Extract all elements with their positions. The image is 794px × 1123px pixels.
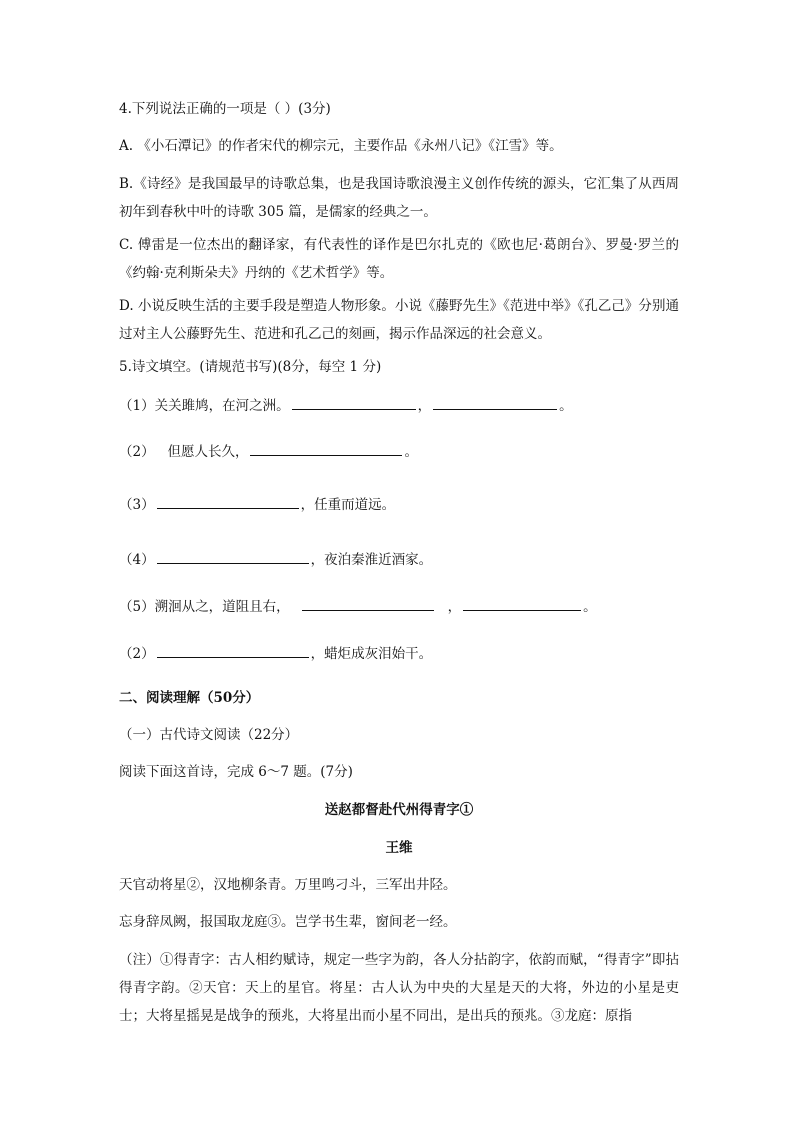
fill-item-1-comma: ， [417, 398, 432, 414]
fill-item-6-prefix: （2） [119, 646, 155, 662]
fill-item-2 [119, 441, 679, 462]
fill-item-2-prefix: （2） 但愿人长久， [119, 444, 249, 460]
question-4-option-c: C. 傅雷是一位杰出的翻译家，有代表性的译作是巴尔扎克的《欧也尼·葛朗台》、罗曼·罗兰的《约翰·克利斯朵夫》丹纳的《艺术哲学》等。 [119, 237, 679, 281]
fill-item-4 [119, 549, 679, 570]
section-2-heading: 二、阅读理解（50分） [119, 690, 260, 706]
fill-item-3-end: ，任重而道远。 [300, 497, 396, 513]
answer-blank[interactable] [157, 494, 299, 509]
fill-item-1-end: 。 [559, 398, 573, 414]
fill-item-2-end: 。 [404, 444, 418, 460]
reading-instruction: 阅读下面这首诗，完成 6～7 题。(7分) [119, 764, 353, 780]
answer-blank[interactable] [302, 596, 434, 611]
fill-item-1 [119, 395, 679, 416]
fill-item-3 [119, 494, 679, 515]
poem-line-1: 天官动将星②，汉地柳条青。万里鸣刁斗，三军出井陉。 [119, 877, 457, 893]
poem-author: 王维 [385, 840, 413, 856]
answer-blank[interactable] [292, 395, 416, 410]
fill-item-6 [119, 643, 679, 664]
fill-item-5 [119, 596, 679, 617]
question-4-stem: 4.下列说法正确的一项是（ ）(3分) [119, 101, 331, 117]
question-5-stem: 5.诗文填空。(请规范书写)(8分，每空 1 分) [119, 359, 382, 375]
section-2-subheading: （一）古代诗文阅读（22分） [119, 727, 299, 743]
poem-line-2: 忘身辞凤阙，报国取龙庭③。岂学书生辈，窗间老一经。 [119, 914, 457, 930]
question-4-option-b: B.《诗经》是我国最早的诗歌总集，也是我国诗歌浪漫主义创作传统的源头，它汇集了从西周初年到春秋中叶的诗歌 305 篇，是儒家的经典之一。 [119, 176, 679, 220]
poem-title: 送赵都督赴代州得青字① [324, 802, 474, 818]
fill-item-4-prefix: （4） [119, 552, 155, 568]
answer-blank[interactable] [157, 549, 309, 564]
answer-blank[interactable] [433, 395, 557, 410]
answer-blank[interactable] [463, 596, 581, 611]
fill-item-6-end: ，蜡炬成灰泪始干。 [310, 646, 433, 662]
answer-blank[interactable] [157, 643, 309, 658]
fill-item-4-end: ，夜泊秦淮近酒家。 [310, 552, 433, 568]
fill-item-5-prefix: （5）溯洄从之，道阻且右， [119, 599, 290, 615]
answer-blank[interactable] [250, 441, 402, 456]
fill-item-5-end: 。 [583, 599, 597, 615]
poem-annotation: （注）①得青字：古人相约赋诗，规定一些字为韵，各人分拈韵字，依韵而赋，“得青字”即拈得青字韵。②天官：天上的星官。将星：古人认为中央的大星是天的大将，外边的小星是吏士；大将星摇晃是战争的预兆，大将星出而小星不同出，是出兵的预兆。③龙庭：原指 [119, 952, 679, 1024]
question-4-option-d: D. 小说反映生活的主要手段是塑造人物形象。小说《藤野先生》《范进中举》《孔乙己》分别通过对主人公藤野先生、范进和孔乙己的刻画，揭示作品深远的社会意义。 [119, 298, 679, 342]
fill-item-5-comma: ， [447, 599, 462, 615]
question-4-option-a: A. 《小石潭记》的作者宋代的柳宗元，主要作品《永州八记》《江雪》等。 [119, 138, 563, 154]
fill-item-3-prefix: （3） [119, 497, 155, 513]
fill-item-1-prefix: （1）关关雎鸠，在河之洲。 [119, 398, 290, 414]
